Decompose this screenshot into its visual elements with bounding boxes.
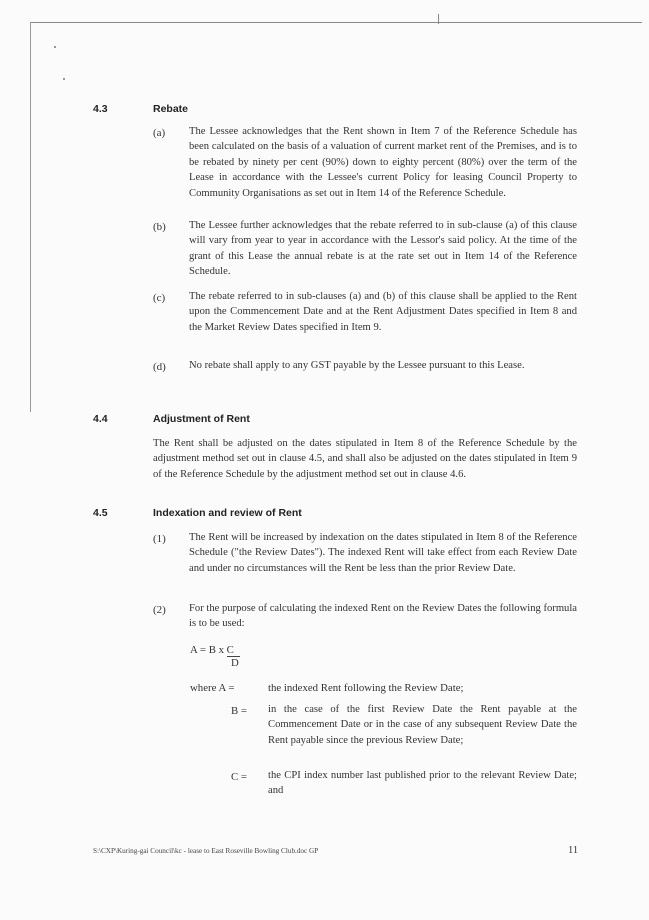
section-number: 4.3 xyxy=(93,103,108,115)
clause-label: (a) xyxy=(153,127,166,139)
footer-path: S:\CXP\Kuring-gai Council\kc - lease to East Roseville Bowling Club.doc GP xyxy=(93,847,319,855)
clause-text: No rebate shall apply to any GST payable by the Lessee pursuant to this Lease. xyxy=(189,360,525,371)
scan-border-top xyxy=(30,22,642,23)
scan-speck xyxy=(54,46,56,48)
definition-term: B = xyxy=(231,705,247,717)
section-number: 4.4 xyxy=(93,413,108,425)
clause-text: The Rent will be increased by indexation on the dates stipulated in Item 8 of the Reference Schedule ("the Review Dates"). The indexed Rent will take effect from each Review Date and under no circumstances will the Rent be less than the prior Review Date. xyxy=(189,532,577,574)
clause-label: (1) xyxy=(153,533,166,545)
clause-text: The Lessee further acknowledges that the rebate referred to in sub-clause (a) of this clause will vary from year to year in accordance with the Lessor's said policy. At the time of the grant of this Lease the annual rebate is at the rate set out in Item 14 of the Reference Schedule. xyxy=(189,220,577,278)
definition-text: the indexed Rent following the Review Date; xyxy=(268,682,464,694)
scan-mark xyxy=(438,14,439,24)
section-number: 4.5 xyxy=(93,507,108,519)
formula-denominator: D xyxy=(231,657,239,669)
definition-text: the CPI index number last published prior to the relevant Review Date; and xyxy=(268,770,577,797)
section-heading: Indexation and review of Rent xyxy=(153,507,302,519)
clause-label: (b) xyxy=(153,221,166,233)
formula-underline xyxy=(227,656,240,657)
section-heading: Rebate xyxy=(153,103,189,115)
clause-text: The rebate referred to in sub-clauses (a) and (b) of this clause shall be applied to the Rent upon the Commencement Date and at the Rent Adjustment Dates specified in Item 8 and the Market Review Dates specified in Item 9. xyxy=(189,291,577,333)
scan-border-left xyxy=(30,22,31,412)
scan-speck xyxy=(63,78,65,80)
page-number: 11 xyxy=(568,845,579,856)
definition-term: where A = xyxy=(190,682,235,694)
formula-line: A = B x C xyxy=(190,644,234,656)
clause-text: The Lessee acknowledges that the Rent shown in Item 7 of the Reference Schedule has been calculated on the basis of a valuation of current market rent of the Premises, and is to be rebated by ninety per cent (90%) down to eighty percent (80%) over the term of the Lease in accordance with the Lessee's current Policy for leasing Council Property to Community Organisations as set out in Item 14 of the Reference Schedule. xyxy=(189,126,577,199)
clause-label: (c) xyxy=(153,292,166,304)
clause-label: (d) xyxy=(153,361,166,373)
clause-label: (2) xyxy=(153,604,166,616)
clause-text: For the purpose of calculating the indexed Rent on the Review Dates the following formula is to be used: xyxy=(189,603,577,630)
section-heading: Adjustment of Rent xyxy=(153,413,250,425)
definition-term: C = xyxy=(231,771,247,783)
adjustment-text: The Rent shall be adjusted on the dates stipulated in Item 8 of the Reference Schedule by the adjustment method set out in clause 4.5, and shall also be adjusted on the dates stipulated in Item 9 of the Reference Schedule by the adjustment method set out in clause 4.6. xyxy=(153,438,577,480)
definition-text: in the case of the first Review Date the Rent payable at the Commencement Date or in the case of any subsequent Review Date the Rent payable since the previous Review Date; xyxy=(268,704,577,746)
